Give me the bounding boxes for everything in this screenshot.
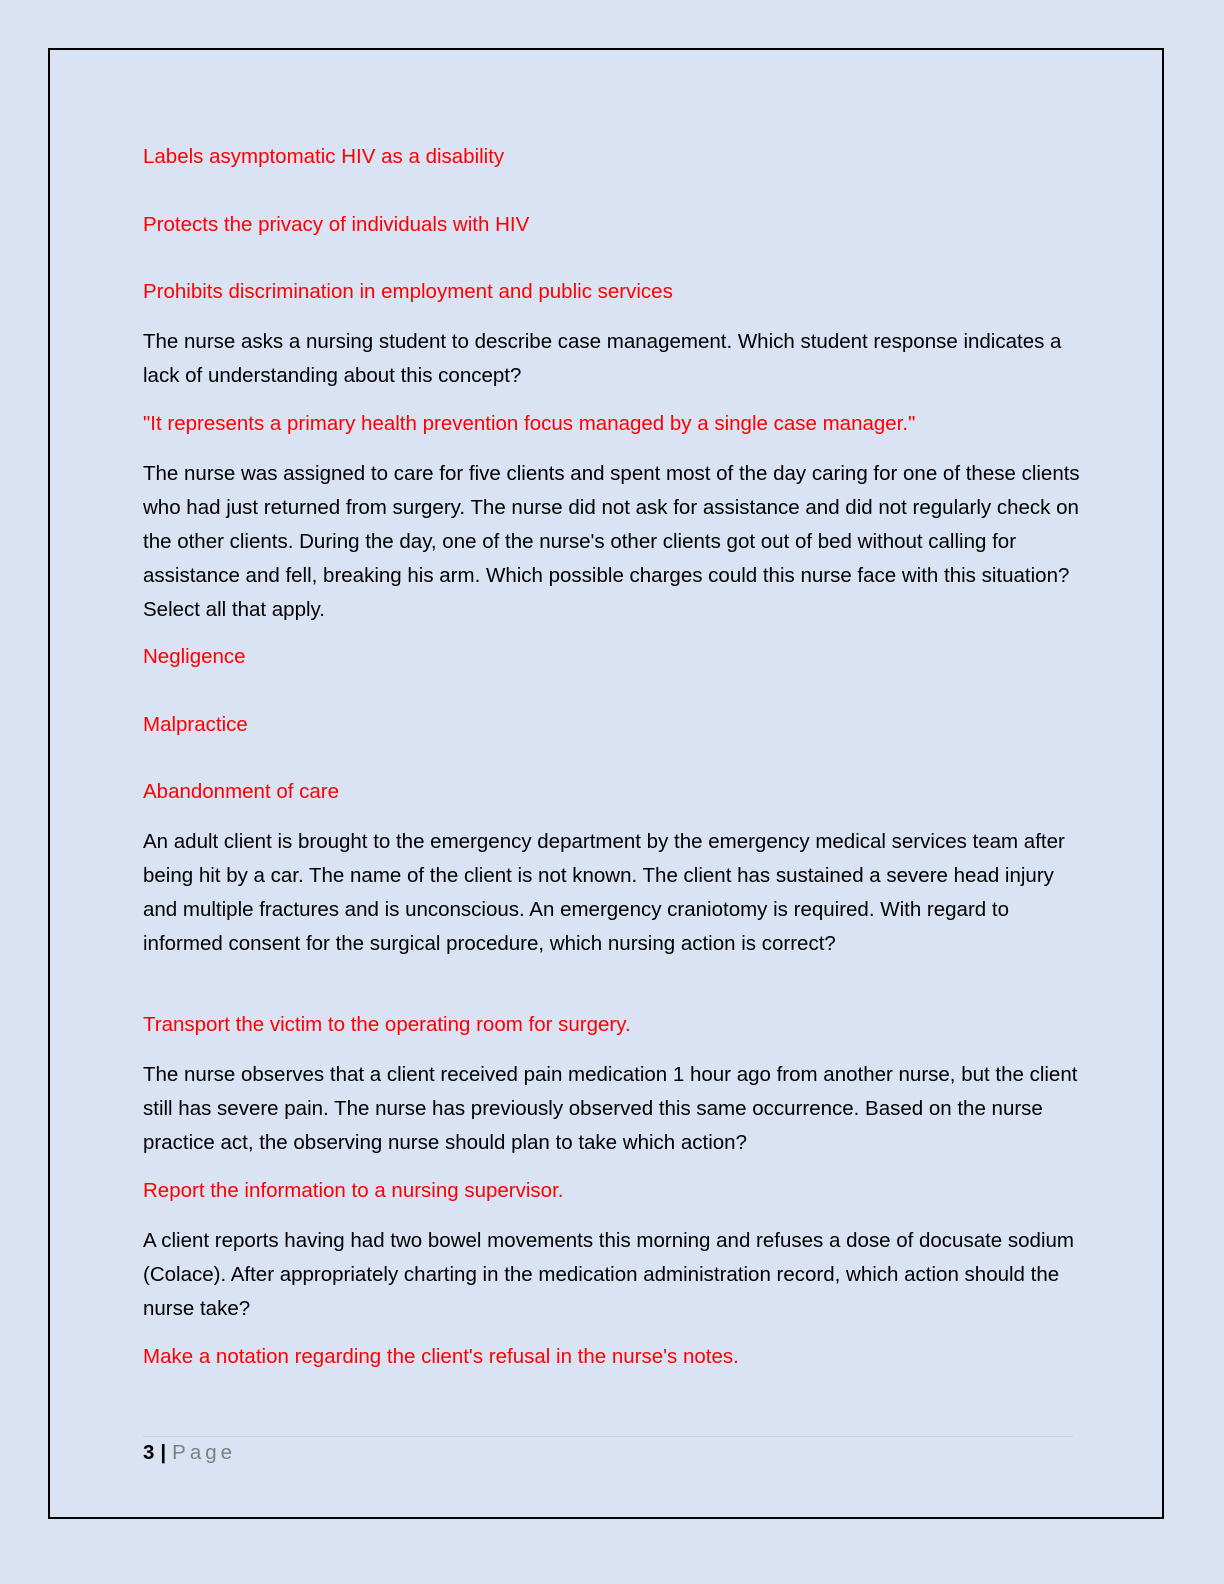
answer-text: Make a notation regarding the client's refusal in the nurse's notes. (143, 1345, 739, 1368)
page-footer (143, 1438, 236, 1468)
page-label: Page (172, 1441, 237, 1464)
answer-text: Abandonment of care (143, 780, 340, 803)
answer-text: Labels asymptomatic HIV as a disability (143, 145, 505, 168)
question-text: The nurse was assigned to care for five clients and spent most of the day caring for one of these clients who had just returned from surgery. The nurse did not ask for assistance and did not regularly check on the other clients. During the day, one of the nurse's other clients got out of bed without calling for assistance and fell, breaking his arm. Which possible charges could this nurse face with this situation? Select all that apply. (143, 462, 1086, 621)
answer-text: Report the information to a nursing supervisor. (143, 1179, 564, 1202)
answer-text: "It represents a primary health prevention focus managed by a single case manager." (143, 412, 916, 435)
question-text: The nurse asks a nursing student to describe case management. Which student response indicates a lack of understanding about this concept? (143, 330, 1068, 387)
answer-text: Malpractice (143, 713, 248, 736)
question-text: An adult client is brought to the emergency department by the emergency medical services team after being hit by a car. The name of the client is not known. The client has sustained a severe head injury and multiple fractures and is unconscious. An emergency craniotomy is required. With regard to informed consent for the surgical procedure, which nursing action is correct? (143, 830, 1071, 955)
question-text: A client reports having had two bowel movements this morning and refuses a dose of docusate sodium (Colace). After appropriately charting in the medication administration record, which action should the nurse take? (143, 1229, 1080, 1320)
answer-text: Protects the privacy of individuals with HIV (143, 213, 530, 236)
answer-text: Negligence (143, 645, 246, 668)
question-text: The nurse observes that a client received pain medication 1 hour ago from another nurse, but the client still has severe pain. The nurse has previously observed this same occurrence. Based on the nurse practice act, the observing nurse should plan to take which action? (143, 1063, 1084, 1154)
answer-text: Transport the victim to the operating room for surgery. (143, 1013, 631, 1036)
footer-rule (143, 1436, 1073, 1437)
answer-text: Prohibits discrimination in employment and public services (143, 280, 673, 303)
page-number: 3 (143, 1441, 155, 1464)
footer-separator: | (160, 1441, 167, 1464)
